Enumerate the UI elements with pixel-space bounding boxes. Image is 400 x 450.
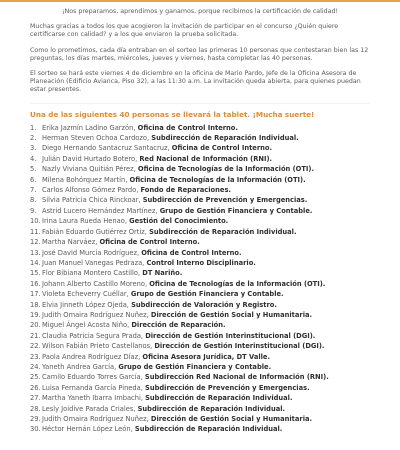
tablet-announcement: Una de las siguientes 40 personas se llevará la tablet. ¡Mucha suerte! <box>30 109 315 119</box>
participant-department: Dirección de Gestión Social y Humanitaria. <box>150 415 313 423</box>
participant-item <box>30 175 370 185</box>
participant-item <box>30 310 370 320</box>
participant-name: Martha Yaneth Ibarra Imbachi, <box>42 394 146 403</box>
participant-item <box>30 331 370 341</box>
participant-name: Wilson Fabián Prieto Castellanos, <box>42 342 155 351</box>
participant-name: Milena Bohórquez Martín, <box>42 175 130 184</box>
participant-name: Martha Narváez, <box>42 238 100 247</box>
participant-number: 12. <box>30 238 41 247</box>
participant-department: Subdirección de Reparación Individual. <box>151 134 299 143</box>
participant-number: 13. <box>30 248 41 257</box>
participant-department: Grupo de Gestión Financiera y Contable. <box>159 206 313 215</box>
participant-department: Subdirección de Reparación Individual. <box>137 404 286 413</box>
participant-name: Herman Steven Ochoa Cardozo, <box>42 134 152 143</box>
participant-department: Oficina de Tecnologías de la Información (OTI). <box>137 165 315 174</box>
participant-number: 26. <box>30 383 41 392</box>
participant-name: Juan Manuel Vanegas Pedraza, <box>42 258 147 267</box>
participant-number: 24. <box>30 362 41 371</box>
participant-number: 2. <box>30 134 37 143</box>
participant-item <box>30 404 370 414</box>
participant-item <box>30 258 370 268</box>
participant-number: 15. <box>30 269 41 278</box>
participant-name: Fabián Eduardo Gutiérrez Ortiz, <box>42 227 150 236</box>
participant-department: Oficina de Control Interno. <box>99 238 200 247</box>
participant-department: Control Interno Disciplinario. <box>146 258 256 267</box>
participant-number: 4. <box>30 154 37 163</box>
participant-number: 10. <box>30 217 41 226</box>
participant-name: Yaneth Andrea García, <box>42 362 119 371</box>
participant-name: Elvia Jinneth López Ojeda, <box>42 300 132 309</box>
participant-number: 23. <box>30 352 41 361</box>
participant-number: 22. <box>30 342 41 351</box>
participant-name: Judith Omaira Rodríguez Nuñez, <box>42 415 151 423</box>
participant-name: Erika Jazmín Ladino Garzón, <box>42 123 138 132</box>
participant-number: 8. <box>30 196 37 205</box>
section-divider <box>30 103 370 104</box>
participant-item <box>30 341 370 351</box>
participant-department: Dirección de Gestión Social y Humanitaria. <box>150 310 313 319</box>
participant-name: José David Murcia Rodríguez, <box>42 248 142 257</box>
participant-name: Claudia Patricia Segura Prada, <box>42 331 146 340</box>
participant-item <box>30 289 370 299</box>
intro-section <box>0 2 400 95</box>
rules-paragraph: Como lo prometimos, cada día entraban en el sorteo las primeras 10 personas que contestaran bien las 12 preguntas, los días martes, miércoles, jueves y viernes, hasta completar las 40 personas. <box>30 46 369 62</box>
participant-item <box>30 300 370 310</box>
participant-name: Luisa Fernanda García Pineda, <box>42 383 146 392</box>
participant-department: Dirección de Gestión Interinstitucional (DGI). <box>154 342 325 351</box>
participant-department: Oficina de Control Interno. <box>171 144 273 153</box>
participant-item <box>30 195 370 205</box>
participant-number: 5. <box>30 165 37 174</box>
participant-item <box>30 352 370 362</box>
participant-item <box>30 414 370 424</box>
participant-name: Julián David Hurtado Botero, <box>42 154 140 163</box>
participant-number: 17. <box>30 290 41 299</box>
participant-number: 3. <box>30 144 37 153</box>
participant-name: Irina Laura Rueda Henao, <box>42 217 130 226</box>
participant-item <box>30 237 370 247</box>
participant-name: Lesly Joidive Parada Criales, <box>42 404 138 413</box>
participant-department: Subdirección de Reparación Individual. <box>145 394 293 403</box>
participant-name: Judith Omaira Rodríguez Nuñez, <box>42 310 151 319</box>
participant-department: DT Nariño. <box>142 269 183 278</box>
participant-name: Paola Andrea Rodríguez Díaz, <box>42 352 143 361</box>
participant-number: 19. <box>30 310 41 319</box>
participant-number: 1. <box>30 123 37 132</box>
participant-number: 20. <box>30 321 41 330</box>
participant-number: 6. <box>30 175 37 184</box>
participant-number: 11. <box>30 227 41 236</box>
draw-details-paragraph: El sorteo se hará este viernes 4 de diciembre en la oficina de Mario Pardo, Jefe de la Oficina Asesora de Planeación (Edificio Avianca, Piso 32), a las 11:30 a.m. La invitación queda abierta, para quienes puedan estar presentes. <box>30 70 361 94</box>
participant-department: Oficina de Tecnologías de la Información (OTI). <box>149 279 326 288</box>
participant-item <box>30 279 370 289</box>
participant-department: Subdirección de Reparación Individual. <box>134 425 283 434</box>
participant-department: Subdirección de Prevención y Emergencias. <box>145 383 310 392</box>
participant-department: Oficina de Control Interno. <box>141 248 242 257</box>
participant-item <box>30 424 370 434</box>
participant-item <box>30 227 370 237</box>
participant-item <box>30 248 370 258</box>
participant-department: Oficina Asesora Jurídica, DT Valle. <box>142 352 271 361</box>
participant-item <box>30 154 370 164</box>
participant-number: 16. <box>30 279 41 288</box>
participant-department: Subdirección Red Nacional de Información (RNI). <box>144 373 329 382</box>
participant-number: 30. <box>30 425 41 434</box>
participant-name: Silvia Patricia Chica Rinckoar, <box>42 196 143 205</box>
participant-department: Subdirección de Prevención y Emergencias. <box>142 196 308 205</box>
participant-item <box>30 164 370 174</box>
participant-number: 9. <box>30 206 37 215</box>
participant-item <box>30 143 370 153</box>
participant-item <box>30 383 370 393</box>
participant-item <box>30 393 370 403</box>
participant-item <box>30 185 370 195</box>
intro-headline: ¡Nos preparamos, aprendimos y ganamos, porque recibimos la certificación de calidad! <box>61 8 339 15</box>
participant-number: 29. <box>30 415 41 423</box>
participant-department: Subdirección de Reparación Individual. <box>149 227 297 236</box>
participants-list <box>0 123 400 435</box>
participant-name: Héctor Hernán López León, <box>42 425 135 434</box>
participant-name: Miguel Ángel Acosta Niño, <box>42 321 132 330</box>
participant-name: Diego Hernando Santacruz Santacruz, <box>42 144 172 153</box>
participant-department: Red Nacional de Información (RNI). <box>139 154 273 163</box>
participant-item <box>30 123 370 133</box>
participant-number: 28. <box>30 404 41 413</box>
participant-number: 14. <box>30 258 41 267</box>
participant-department: Oficina de Tecnologías de la Información (OTI). <box>129 175 306 184</box>
participant-name: Johann Alberto Castillo Moreno, <box>42 279 150 288</box>
participant-department: Dirección de Reparación. <box>131 321 226 330</box>
participant-number: 25. <box>30 373 41 382</box>
participant-department: Oficina de Control Interno. <box>137 123 238 132</box>
participant-name: Astrid Lucero Hernández Martínez, <box>42 206 160 215</box>
participant-department: Dirección de Gestión Interinstitucional (DGI). <box>145 331 316 340</box>
participant-name: Violeta Echeverry Cuéllar, <box>42 290 131 299</box>
participant-item <box>30 216 370 226</box>
participant-number: 7. <box>30 186 37 195</box>
participant-item <box>30 372 370 382</box>
participant-name: Flor Bibiana Montero Castillo, <box>42 269 143 278</box>
participant-item <box>30 268 370 278</box>
participant-item <box>30 320 370 330</box>
thanks-paragraph: Muchas gracias a todos los que acogieron la invitación de participar en el concurso ¿Quién quiere certificarse con calidad? y a los que enviaron la prueba solicitada. <box>30 23 339 39</box>
participant-number: 27. <box>30 394 41 403</box>
participant-department: Grupo de Gestión Financiera y Contable. <box>118 362 272 371</box>
participant-item <box>30 362 370 372</box>
participant-item <box>30 206 370 216</box>
participant-number: 18. <box>30 300 41 309</box>
participant-department: Subdirección de Valoración y Registro. <box>131 300 277 309</box>
participant-number: 21. <box>30 331 41 340</box>
participant-item <box>30 133 370 143</box>
participant-department: Fondo de Reparaciones. <box>140 186 231 195</box>
participant-name: Nazly Viviana Quitián Pérez, <box>42 165 138 174</box>
participant-department: Gestión del Conocimiento. <box>129 217 229 226</box>
participant-name: Carlos Alfonso Gómez Pardo, <box>42 186 141 195</box>
participant-department: Grupo de Gestión Financiera y Contable. <box>130 290 284 299</box>
participant-name: Camilo Eduardo Torres García, <box>42 373 145 382</box>
